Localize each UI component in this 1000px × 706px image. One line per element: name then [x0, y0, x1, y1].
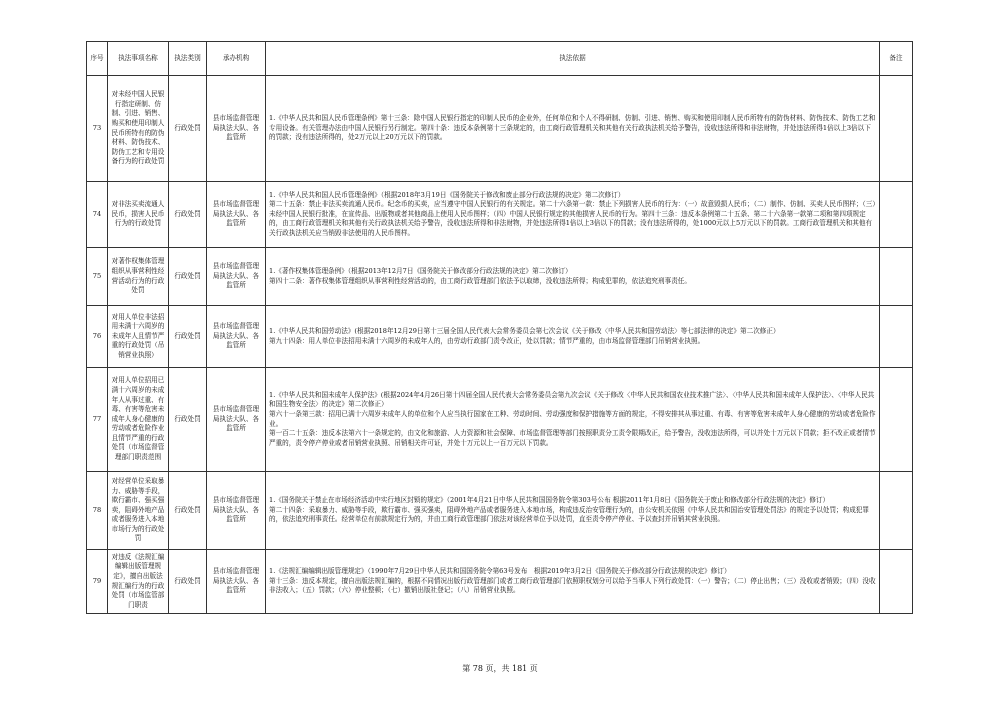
header-basis: 执法依据: [266, 42, 880, 76]
header-no: 序号: [87, 42, 108, 76]
table-row: [87, 182, 913, 248]
row-enforcement-type: 行政处罚: [169, 368, 207, 472]
row-number: 76: [87, 306, 108, 368]
legal-basis-paragraph: 第二十五条：禁止非法买卖流通人民币。纪念币的买卖，应当遵守中国人民银行的有关规定。第二十六条第一款：禁止下列损害人民币的行为：（一）故意毁损人民币；（二）制作、仿制、买卖人民币图样；（三）未经中国人民银行批准，在宣传品、出版物或者其他商品上使用人民币图样；（四）中国人民银行规定的其他损害人民币的行为。第四十三条：违反本条例第二十五条、第二十六条第一款第二项和第四项规定的，由工商行政管理机关和其他有关行政执法机关给予警告，没收违法所得和非法财物，并处违法所得1倍以上3倍以下的罚款；没有违法所得的，处1000元以上5万元以下的罚款。工商行政管理机关和其他有关行政执法机关应当销毁非法使用的人民币图样。: [269, 200, 876, 237]
row-organization: 县市场监督管理局执法大队、各监管所: [207, 182, 266, 248]
row-organization: 县市场监督管理局执法大队、各监管所: [207, 306, 266, 368]
row-enforcement-type: 行政处罚: [169, 182, 207, 248]
row-organization: 县市场监督管理局执法大队、各监管所: [207, 550, 266, 614]
header-name: 执法事项名称: [108, 42, 169, 76]
row-item-name: 对违反《法规汇编编辑出版管理规定》，擅自出版法规汇编行为的行政处罚（市场监管部门职责: [108, 550, 169, 614]
row-legal-basis: [266, 368, 880, 472]
legal-basis-paragraph: 1.《著作权集体管理条例》（根据2013年12月7日《国务院关于修改部分行政法规的决定》第二次修订）: [269, 266, 572, 275]
row-note: [880, 472, 913, 550]
row-number: 75: [87, 248, 108, 306]
row-legal-basis: [266, 182, 880, 248]
table-row: [87, 550, 913, 614]
table-row: [87, 76, 913, 182]
row-organization: 县市场监督管理局执法大队、各监管所: [207, 76, 266, 182]
row-enforcement-type: 行政处罚: [169, 550, 207, 614]
row-item-name: 对未经中国人民银行指定研制、仿制、引进、销售、购买和使用印制人民币所特有的防伪材料、防伪技术、防伪工艺和专用设备行为的行政处罚: [108, 76, 169, 182]
enforcement-table: [86, 41, 913, 614]
table-header-row: [87, 42, 913, 76]
header-note: 备注: [880, 42, 913, 76]
row-organization: 县市场监督管理局执法大队、各监管所: [207, 248, 266, 306]
row-number: 77: [87, 368, 108, 472]
row-note: [880, 76, 913, 182]
row-legal-basis: [266, 472, 880, 550]
legal-basis-paragraph: 1.《中华人民共和国劳动法》(根据2018年12月29日第十三届全国人民代表大会常务委员会第七次会议《关于修改〈中华人民共和国劳动法〉等七部法律的决定》第二次修正）: [269, 326, 780, 335]
legal-basis-paragraph: 第一百二十五条：违反本法第六十一条规定的，由文化和旅游、人力资源和社会保障、市场监督管理等部门按照职责分工责令限期改正，给予警告，没收违法所得，可以并处十万元以下罚款；拒不改正或者情节严重的，责令停产停业或者吊销营业执照、吊销相关许可证，并处十万元以上一百万元以下罚款。: [269, 429, 876, 447]
row-organization: 县市场监督管理局执法大队、各监管所: [207, 472, 266, 550]
table-row: [87, 248, 913, 306]
page-number: 第 78 页，共 181 页: [462, 664, 538, 673]
row-note: [880, 550, 913, 614]
legal-basis-paragraph: 1.《中华人民共和国未成年人保护法》(根据2024年4月26日第十四届全国人民代表大会常务委员会第九次会议《关于修改〈中华人民共和国农业技术推广法〉、〈中华人民共和国未成年人保护法〉、〈中华人民共和国生物安全法〉的决定》第二次修正）: [269, 390, 875, 409]
row-number: 79: [87, 550, 108, 614]
table-row: [87, 368, 913, 472]
legal-basis-paragraph: 1.《国务院关于禁止在市场经济活动中实行地区封锁的规定》（2001年4月21日中华人民共和国国务院令第303号公布 根据2011年1月8日《国务院关于废止和修改部分行政法规的决定》修订）: [269, 496, 830, 505]
legal-basis-paragraph: 第四十二条：著作权集体管理组织从事营利性经营活动的，由工商行政管理部门依法予以取缔，没收违法所得；构成犯罪的，依法追究刑事责任。: [269, 276, 691, 285]
table-row: [87, 472, 913, 550]
table-row: [87, 306, 913, 368]
row-number: 74: [87, 182, 108, 248]
legal-basis-paragraph: 1.《中华人民共和国人民币管理条例》（根据2018年3月19日《国务院关于修改和废止部分行政法规的决定》第二次修订）: [269, 190, 625, 199]
row-enforcement-type: 行政处罚: [169, 306, 207, 368]
row-legal-basis: [266, 306, 880, 368]
row-legal-basis: [266, 76, 880, 182]
table-body: [87, 76, 913, 614]
row-organization: 县市场监督管理局执法大队、各监管所: [207, 368, 266, 472]
row-item-name: 对非法买卖流通人民币，损害人民币行为的行政处罚: [108, 182, 169, 248]
row-note: [880, 368, 913, 472]
row-legal-basis: [266, 248, 880, 306]
legal-basis-paragraph: 1.《法规汇编编辑出版管理规定》（1990年7月29日中华人民共和国国务院令第63号发布 根据2019年3月2日《国务院关于修改部分行政法规的决定》修订）: [269, 567, 731, 576]
row-number: 73: [87, 76, 108, 182]
row-item-name: 对经营单位采取暴力、威胁等手段，欺行霸市、强买强卖，阻碍外地产品或者服务进入本地市场行为的行政处罚: [108, 472, 169, 550]
row-note: [880, 248, 913, 306]
legal-basis-paragraph: 1.《中华人民共和国人民币管理条例》第十三条：除中国人民银行指定的印制人民币的企业外，任何单位和个人不得研制、仿制、引进、销售、购买和使用印制人民币所特有的防伪材料、防伪技术、防伪工艺和专用设备。有关管理办法由中国人民银行另行制定。第四十条：违反本条例第十三条规定的，由工商行政管理机关和其他有关行政执法机关给予警告，没收违法所得和非法财物，并处违法所得1倍以上3倍以下的罚款；没有违法所得的，处2万元以上20万元以下的罚款。: [269, 114, 876, 142]
row-note: [880, 306, 913, 368]
row-number: 78: [87, 472, 108, 550]
row-note: [880, 182, 913, 248]
row-item-name: 对用人单位招用已满十六周岁的未成年人从事过重、有毒、有害等危害未成年人身心健康的劳动或者危险作业且情节严重的行政处罚（市场监督管理部门职责范围: [108, 368, 169, 472]
legal-basis-paragraph: 第二十四条：采取暴力、威胁等手段，欺行霸市、强买强卖，阻碍外地产品或者服务进入本地市场，构成违反治安管理行为的，由公安机关依照《中华人民共和国治安管理处罚法》的规定予以处罚；构成犯罪的，依法追究刑事责任。经营单位有前款规定行为的，并由工商行政管理部门依法对该经营单位予以处罚，直至责令停产停业、予以查封并吊销其营业执照。: [269, 505, 870, 524]
row-legal-basis: [266, 550, 880, 614]
row-item-name: 对著作权集体管理组织从事营利性经营活动行为的行政处罚: [108, 248, 169, 306]
header-org: 承办机构: [207, 42, 266, 76]
legal-basis-paragraph: 第十三条：违反本规定，擅自出版法规汇编的，根据不同情况出版行政管理部门或者工商行政管理部门依照职权划分可以给予当事人下列行政处罚：（一）警告；（二）停止出售；（三）没收或者销毁；（四）没收非法收入；（五）罚款；（六）停业整顿；（七）撤销出版社登记；（八）吊销营业执照。: [269, 576, 876, 595]
legal-basis-paragraph: 第六十一条第三款：招用已满十六周岁未成年人的单位和个人应当执行国家在工种、劳动时间、劳动强度和保护措施等方面的规定，不得安排其从事过重、有毒、有害等危害未成年人身心健康的劳动或者危险作业。: [269, 409, 876, 428]
row-enforcement-type: 行政处罚: [169, 472, 207, 550]
row-enforcement-type: 行政处罚: [169, 76, 207, 182]
header-type: 执法类别: [169, 42, 207, 76]
legal-basis-paragraph: 第九十四条：用人单位非法招用未满十六周岁的未成年人的，由劳动行政部门责令改正，处以罚款；情节严重的，由市场监督管理部门吊销营业执照。: [269, 336, 705, 345]
row-enforcement-type: 行政处罚: [169, 248, 207, 306]
row-item-name: 对用人单位非法招用未满十六周岁的未成年人且情节严重的行政处罚（吊销营业执照）: [108, 306, 169, 368]
